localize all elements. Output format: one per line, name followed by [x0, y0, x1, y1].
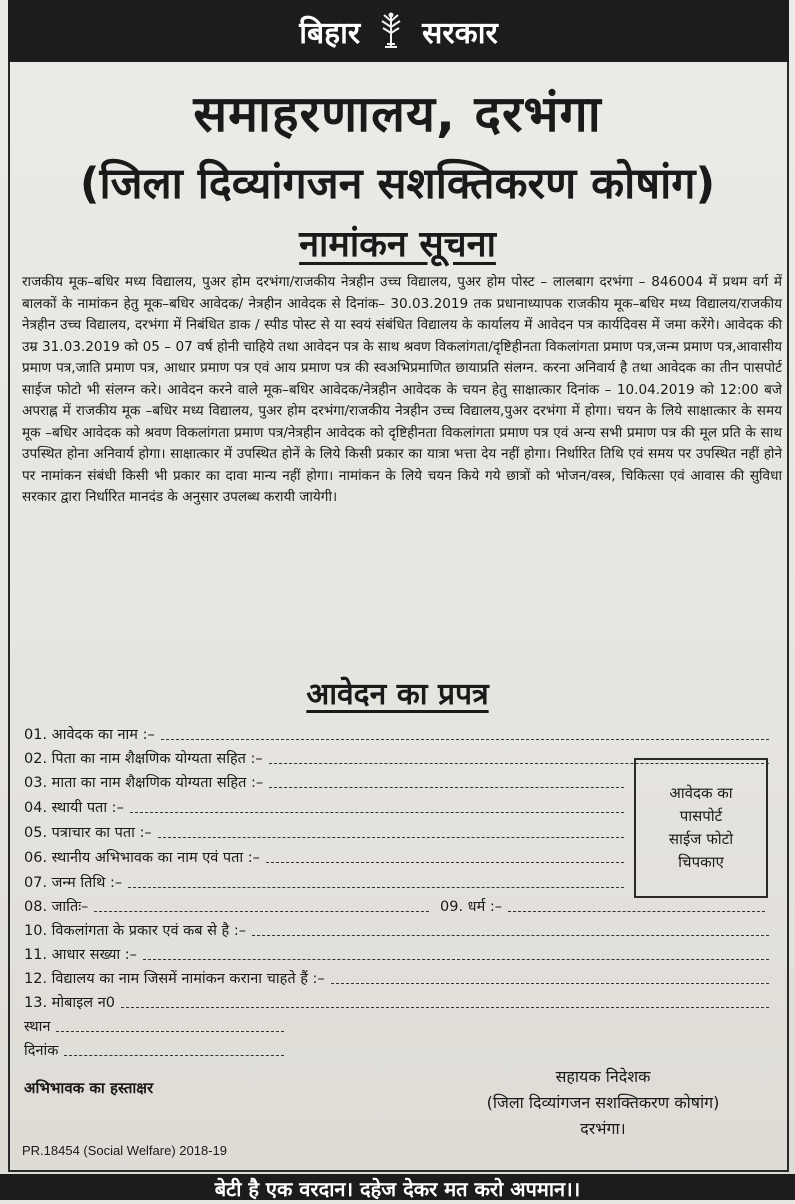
- officer-department: (जिला दिव्यांगजन सशक्तिकरण कोषांग): [486, 1093, 720, 1112]
- form-field-date: दिनांक: [24, 1038, 284, 1060]
- bihar-emblem-icon: [376, 11, 406, 51]
- fill-line: [128, 886, 624, 888]
- fill-line: [269, 786, 624, 788]
- guardian-signature-label: अभिभावक का हस्ताक्षर: [24, 1079, 154, 1097]
- fill-line: [161, 738, 769, 740]
- fill-line: [130, 811, 624, 813]
- form-field-religion: 09. धर्म :–: [440, 894, 765, 916]
- form-field-aadhaar: 11. आधार सख्या :–: [24, 942, 769, 964]
- fill-line: [266, 861, 624, 863]
- form-field-father-name: 02. पिता का नाम शैक्षणिक योग्यता सहित :–: [24, 746, 769, 768]
- notice-heading: नामांकन सूचना: [299, 224, 496, 265]
- form-field-permanent-address: 04. स्थायी पता :–: [24, 795, 624, 817]
- photo-placeholder-box: आवेदक का पासपोर्ट साईज फोटो चिपकाए: [634, 758, 768, 898]
- fill-line: [158, 836, 624, 838]
- page-subtitle: (जिला दिव्यांगजन सशक्तिकरण कोषांग): [79, 159, 716, 209]
- fill-line: [143, 958, 769, 960]
- pr-code: PR.18454 (Social Welfare) 2018-19: [22, 1143, 227, 1158]
- form-field-correspondence-address: 05. पत्राचार का पता :–: [24, 820, 624, 842]
- fill-line: [56, 1030, 284, 1032]
- fill-line: [64, 1054, 284, 1056]
- form-title: आवेदन का प्रपत्र: [306, 677, 489, 712]
- form-field-birth-date: 07. जन्म तिथि :–: [24, 870, 624, 892]
- form-field-local-guardian: 06. स्थानीय अभिभावक का नाम एवं पता :–: [24, 845, 624, 867]
- form-field-place: स्थान: [24, 1014, 284, 1036]
- fill-line: [94, 910, 429, 912]
- form-field-school-name: 12. विद्यालय का नाम जिसमें नामांकन कराना चाहते हैं :–: [24, 966, 769, 988]
- form-field-caste: 08. जातिः–: [24, 894, 429, 916]
- form-field-mother-name: 03. माता का नाम शैक्षणिक योग्यता सहित :–: [24, 770, 624, 792]
- band-right-text: सरकार: [422, 15, 498, 51]
- band-left-text: बिहार: [299, 15, 361, 51]
- bihar-sarkar-band: [8, 0, 789, 62]
- fill-line: [252, 934, 769, 936]
- slogan-band: बेटी है एक वरदान। दहेज देकर मत करो अपमान।।: [0, 1174, 795, 1200]
- notice-body: राजकीय मूक–बधिर मध्य विद्यालय, पुअर होम दरभंगा/राजकीय नेत्रहीन उच्च विद्यालय, पुअर होम पोस्ट – लालबाग दरभंगा – 846004 में प्रथम वर्ग में बालकों के नामांकन हेतु मूक–बधिर आवेदक/ नेत्रहीन आवेदक से दिनांक– 30.03.2019 तक प्रधानाध्यापक राजकीय मूक–बधिर मध्य विद्यालय/राजकीय नेत्रहीन उच्च विद्यालय, दरभंगा में निबंधित डाक / स्पीड पोस्ट से या स्वयं संबंधित विद्यालय के कार्यालय में आवेदन पत्र कार्यदिवस में जमा करेंगे। आवेदक की उम्र 31.03.2019 को 05 – 07 वर्ष होनी चाहिये तथा आवेदन पत्र के साथ श्रवण विकलांगता/दृष्टिहीनता विकलांगता प्रमाण पत्र,जन्म प्रमाण पत्र,आवासीय प्रमाण पत्र,जाति प्रमाण पत्र, आधार प्रमाण पत्र एवं आय प्रमाण पत्र की स्वअभिप्रमाणित छायाप्रति संलग्न. करना अनिवार्य है तथा आवेदक का तीन पासपोर्ट साईज फोटो भी संलग्न करे। आवेदन करने वाले मूक–बधिर आवेदक/नेत्रहीन आवेदक के चयन हेतु साक्षात्कार दिनांक – 10.04.2019 को 12:00 बजे अपराह्न में राजकीय मूक –बधिर मध्य विद्यालय, पुअर होम दरभंगा/राजकीय नेत्रहीन उच्च विद्यालय,पुअर दरभंगा में होगा। चयन के लिये साक्षात्कार के समय मूक –बधिर आवेदक को श्रवण विकलांगता प्रमाण पत्र/नेत्रहीन आवेदक को दृष्टिहीनता विकलांगता प्रमाण पत्र एवं अन्य सभी प्रमाण पत्र की मूल प्रति के साथ उपस्थित होना अनिवार्य होगा। साक्षात्कार में उपस्थित होनें के लिये किसी प्रकार का यात्रा भत्ता देय नहीं होगा। निर्धारित तिथि एवं समय पर उपस्थित नहीं होने पर नामांकन संबंधी किसी भी प्रकार का दावा मान्य नहीं होगा। नामांकन के लिये चयन किये गये छात्रों को भोजन/वस्त्र, चिकित्सा एवं आवास की सुविधा सरकार द्वारा निर्धारित मानदंड के अनुसार उपलब्ध करायी जायेगी।: [22, 274, 782, 505]
- fill-line: [121, 1006, 769, 1008]
- fill-line: [508, 910, 765, 912]
- issuing-officer: [428, 1064, 778, 1142]
- fill-line: [331, 982, 769, 984]
- form-field-applicant-name: 01. आवेदक का नाम :–: [24, 722, 769, 744]
- form-field-disability-type: 10. विकलांगता के प्रकार एवं कब से है :–: [24, 918, 769, 940]
- form-field-mobile: 13. मोबाइल न0: [24, 990, 769, 1012]
- officer-location: दरभंगा।: [580, 1119, 626, 1138]
- officer-title: सहायक निदेशक: [555, 1067, 651, 1086]
- page-title: समाहरणालय, दरभंगा: [193, 85, 602, 143]
